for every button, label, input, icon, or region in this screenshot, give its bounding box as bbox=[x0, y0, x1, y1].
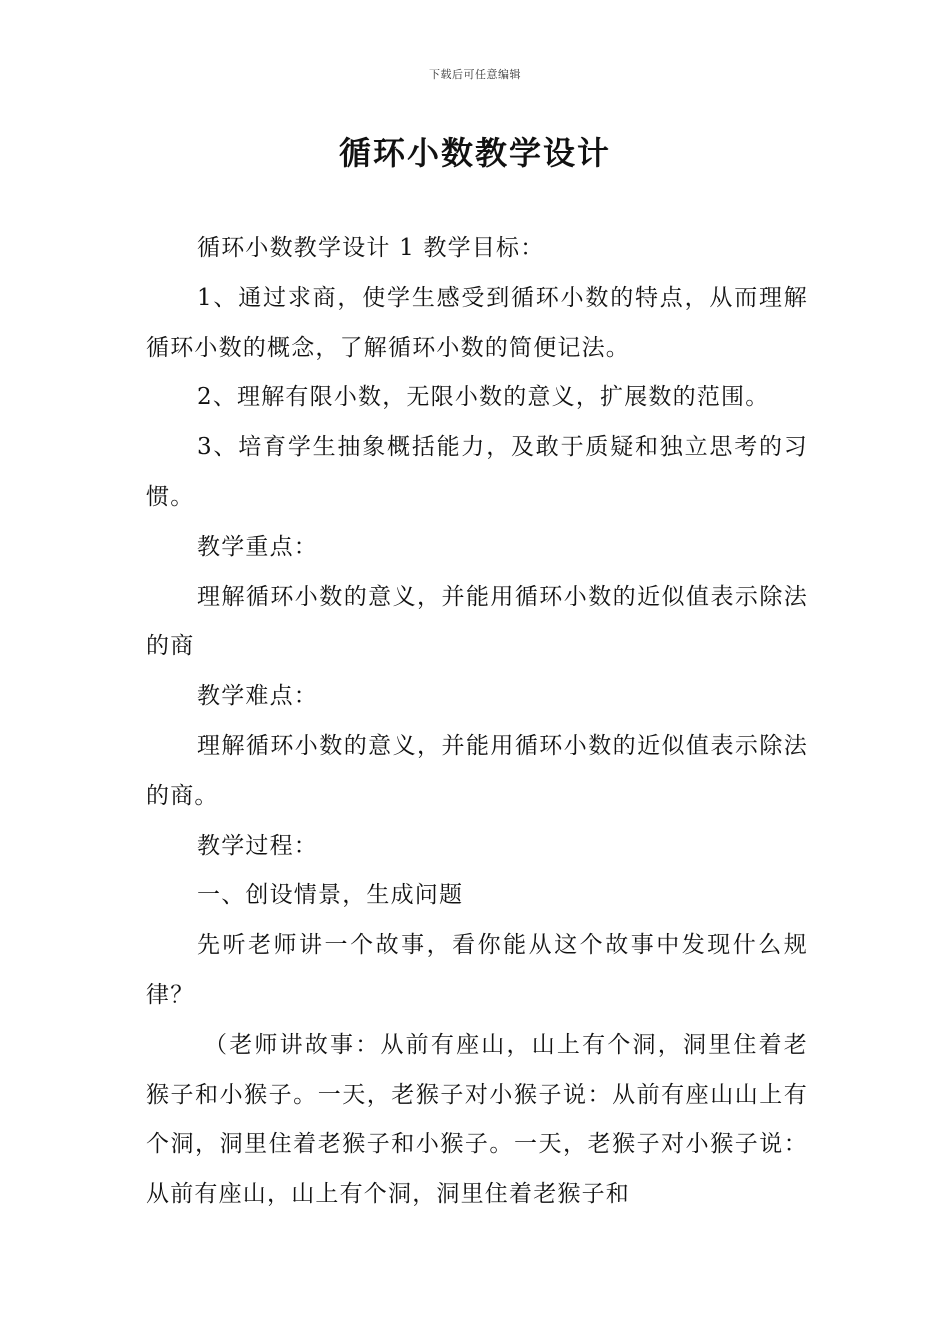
section-heading: 一、创设情景，生成问题 bbox=[197, 882, 464, 909]
paragraph: 2、理解有限小数，无限小数的意义，扩展数的范围。 bbox=[197, 384, 770, 411]
section-heading: 教学难点： bbox=[197, 683, 318, 710]
paragraph: 理解循环小数的意义，并能用循环小数的近似值表示除法的商 bbox=[146, 583, 808, 660]
document-title: 循环小数教学设计 bbox=[338, 134, 611, 172]
paragraph: （老师讲故事：从前有座山，山上有个洞，洞里住着老猴子和小猴子。一天，老猴子对小猴子说：从前有座山山上有个洞，洞里住着老猴子和小猴子。一天，老猴子对小猴子说：从前有座山，山上有个洞，洞里住着老猴子和 bbox=[146, 1031, 808, 1208]
header-note: 下载后可任意编辑 bbox=[429, 68, 521, 81]
paragraph: 1、通过求商，使学生感受到循环小数的特点，从而理解循环小数的概念，了解循环小数的简便记法。 bbox=[146, 284, 808, 361]
paragraph: 先听老师讲一个故事，看你能从这个故事中发现什么规律？ bbox=[146, 932, 808, 1008]
paragraph: 3、培育学生抽象概括能力，及敢于质疑和独立思考的习惯。 bbox=[146, 434, 808, 510]
paragraph: 理解循环小数的意义，并能用循环小数的近似值表示除法的商。 bbox=[146, 732, 808, 809]
paragraph: 循环小数教学设计 1 教学目标： bbox=[197, 235, 545, 261]
section-heading: 教学重点： bbox=[197, 533, 318, 560]
document-body bbox=[146, 224, 808, 1220]
section-heading: 教学过程： bbox=[197, 832, 318, 859]
